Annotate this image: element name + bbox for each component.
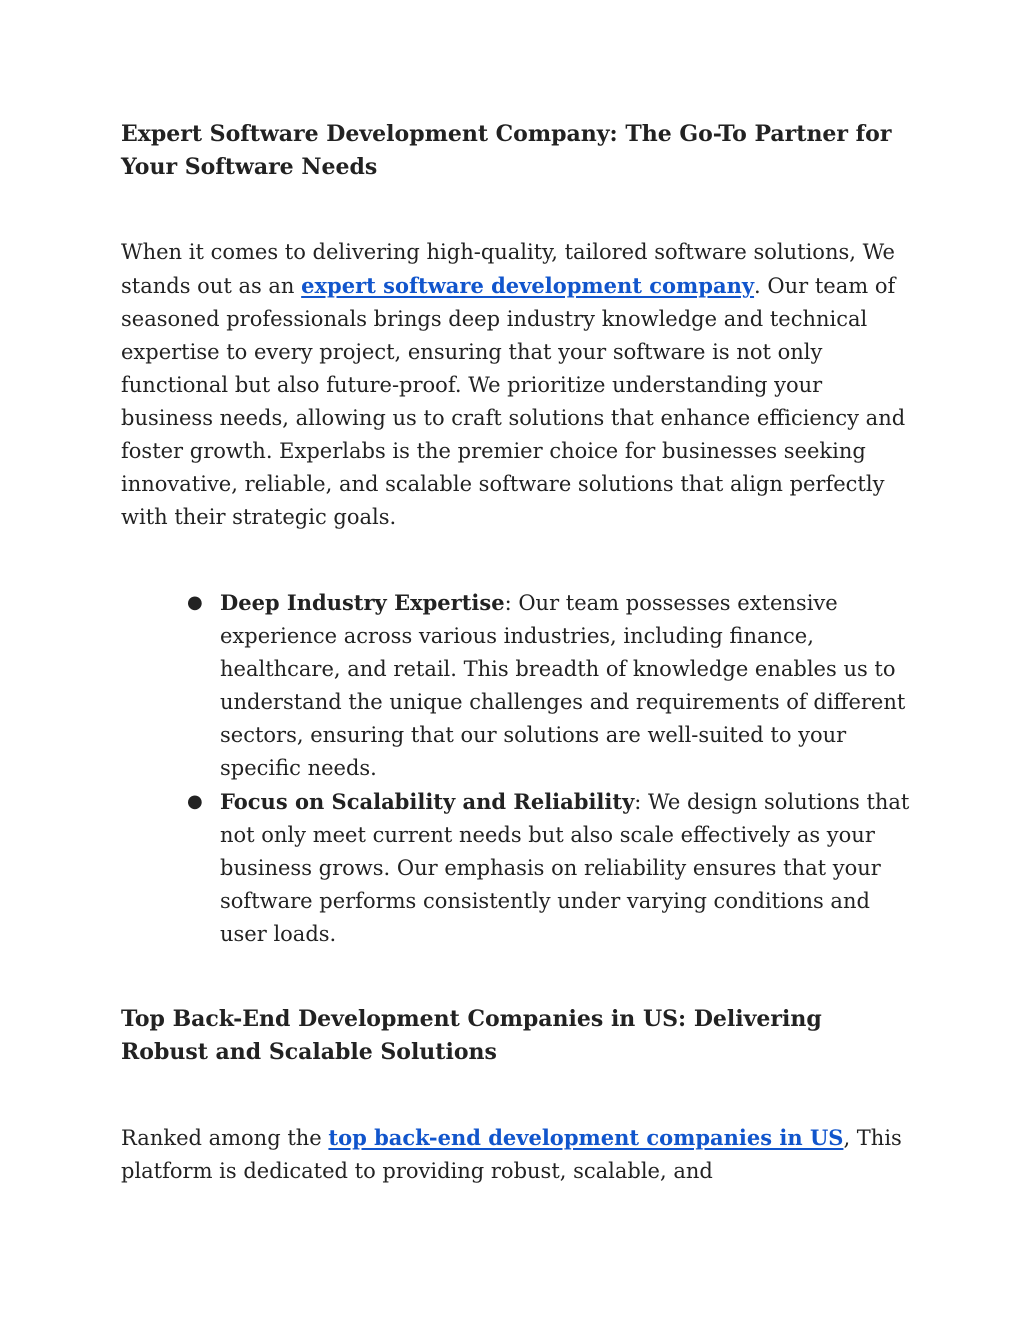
list-item xyxy=(187,586,911,785)
bullet-icon: ● xyxy=(187,791,203,812)
list-item-title: Deep Industry Expertise xyxy=(220,590,505,615)
list-item-text: : Our team possesses extensive experience across various industries, including finance, healthcare, and retail. This breadth of knowledge enables us to understand the unique challenges and requirements of different sectors, ensuring that our solutions are well-suited to your specific needs. xyxy=(220,591,906,780)
section-heading-expert-software: Expert Software Development Company: The Go-To Partner for Your Software Needs xyxy=(121,121,892,180)
expert-software-link[interactable]: expert software development company xyxy=(301,273,755,298)
bullet-icon: ● xyxy=(187,592,203,613)
section-heading-back-end: Top Back-End Development Companies in US: Delivering Robust and Scalable Solutions xyxy=(121,1006,822,1065)
feature-list xyxy=(121,586,911,951)
back-end-paragraph-text: Ranked among the xyxy=(121,1126,329,1150)
list-item-text: : We design solutions that not only meet current needs but also scale effectively as your business grows. Our emphasis on reliability ensures that your software performs consistently under varying conditions and user loads. xyxy=(220,790,910,946)
intro-paragraph xyxy=(121,236,911,534)
document-page xyxy=(121,118,911,1188)
back-end-paragraph xyxy=(121,1121,911,1188)
intro-paragraph-text-continued: . Our team of seasoned professionals brings deep industry knowledge and technical expertise to every project, ensuring that your software is not only functional but also future-proof. We prioritize understanding your business needs, allowing us to craft solutions that enhance efficiency and foster growth. Experlabs is the premier choice for businesses seeking innovative, reliable, and scalable software solutions that align perfectly with their strategic goals. xyxy=(121,274,906,529)
list-item xyxy=(187,785,911,951)
intro-paragraph-text: When it comes to delivering high-quality, tailored software solutions, We stands out as an xyxy=(121,240,895,298)
back-end-paragraph-text-continued: , This platform is dedicated to providing robust, scalable, and xyxy=(121,1126,902,1183)
list-item-title: Focus on Scalability and Reliability xyxy=(220,789,635,814)
back-end-companies-link[interactable]: top back-end development companies in US xyxy=(328,1125,844,1150)
